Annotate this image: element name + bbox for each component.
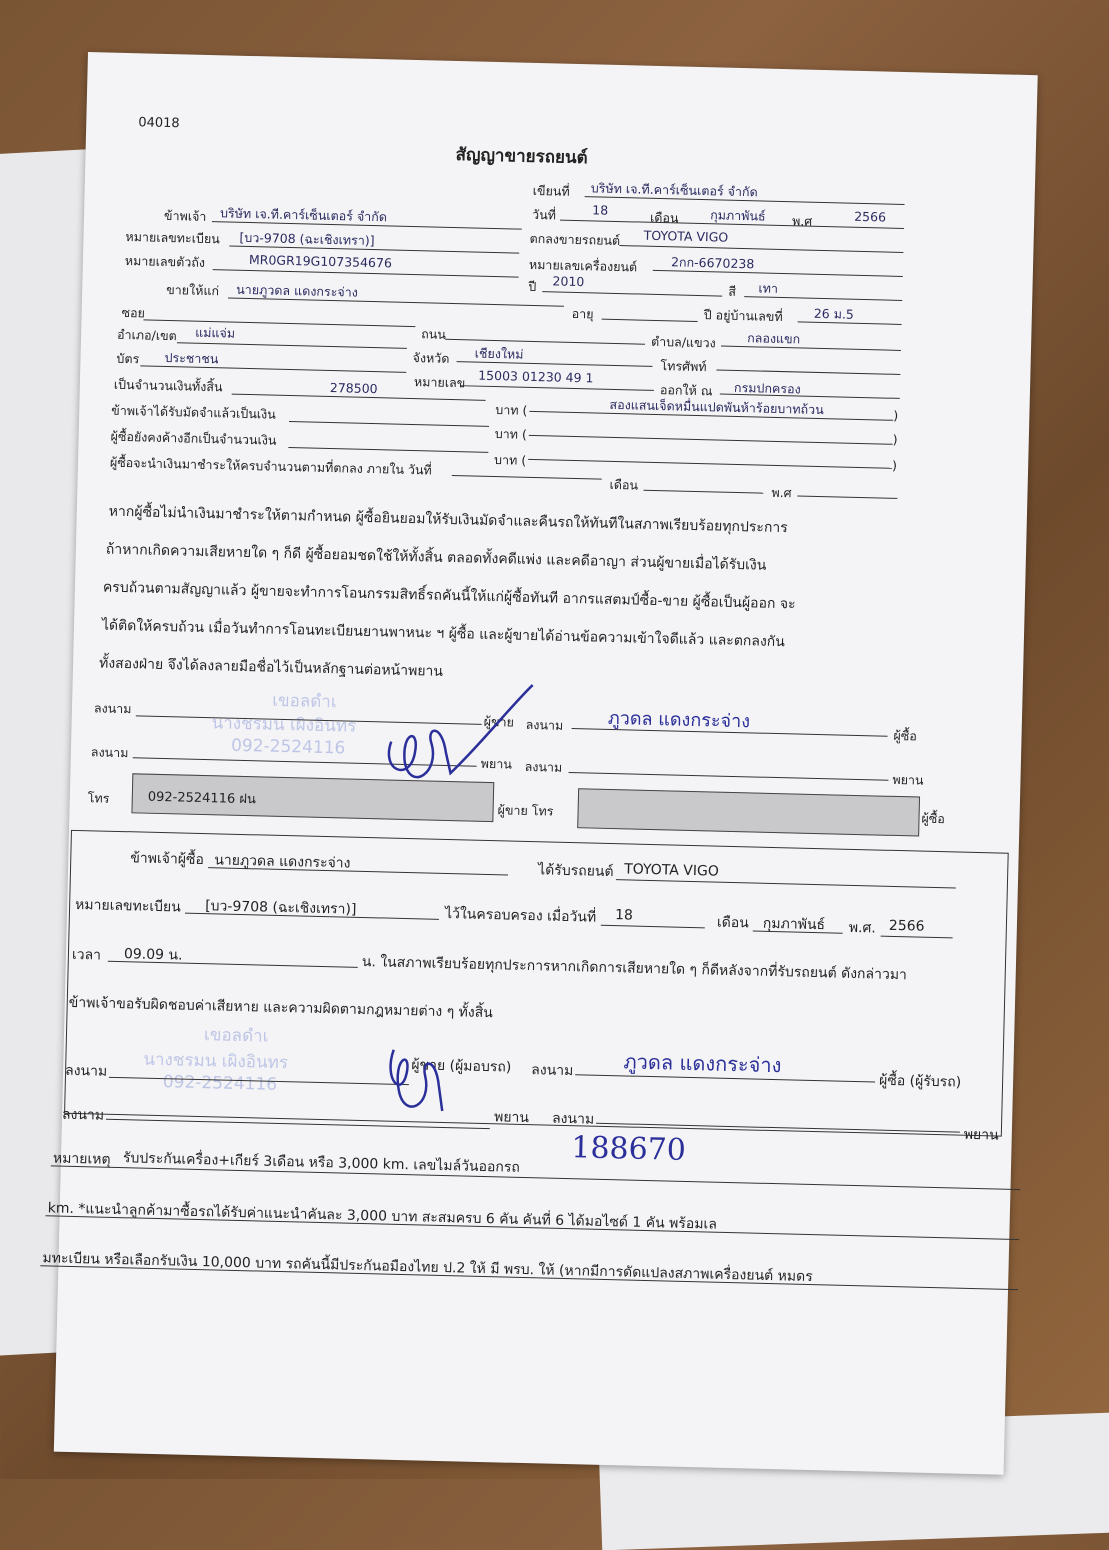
rule xyxy=(602,319,698,322)
time-label: เวลา xyxy=(71,946,102,964)
remaining-label: ผู้ซื้อยังคงค้างอีกเป็นจำนวนเงิน xyxy=(110,428,277,448)
rule xyxy=(528,459,892,469)
rule xyxy=(619,245,903,253)
chassis-value: MR0GR19G107354676 xyxy=(248,251,393,271)
rule xyxy=(529,435,893,445)
terms-line: ได้ติดให้ครบถ้วน เมื่อวันทำการโอนทะเบียนยานพาหนะ ฯ ผู้ซื้อ และผู้ขายได้อ่านข้อความเข้าใจดีแล้ว และตกลงกัน xyxy=(101,617,785,651)
plate-value: [บว-9708 (ฉะเชิงเทรา)] xyxy=(239,229,375,249)
seller-stamp-line: 092-2524116 xyxy=(230,735,346,759)
page-title: สัญญาขายรถยนต์ xyxy=(455,145,588,169)
rule xyxy=(797,495,897,498)
subdistrict-label: ตำบล/แขวง xyxy=(650,333,716,351)
rule xyxy=(143,319,415,327)
receipt-buyer: นายภูวดล แดงกระจ่าง xyxy=(214,852,351,872)
received-value: TOYOTA VIGO xyxy=(623,861,720,880)
terms-line: ครบถ้วนตามสัญญาแล้ว ผู้ขายจะทำการโอนกรรมสิทธิ์รถคันนี้ให้แก่ผู้ซื้อทันที อากรแสตมป์ซื้อ-ขาย ผู้ซื้อเป็นผู้ออก จะ xyxy=(102,579,796,613)
terms-line: หากผู้ซื้อไม่นำเงินมาชำระให้ตามกำหนด ผู้ซื้อยินยอมให้รับเงินมัดจำและคืนรถให้ทันทีในสภาพเรียบร้อยทุกประการ xyxy=(108,503,788,537)
received-label: ได้รับรถยนต์ xyxy=(537,862,614,881)
rule xyxy=(460,385,654,391)
possession-label: ไว้ในครอบครอง เมื่อวันที่ xyxy=(444,905,597,926)
buyer-role: ผู้ซื้อ xyxy=(893,727,918,744)
rule xyxy=(457,361,653,367)
written-at-label: เขียนที่ xyxy=(532,182,570,199)
receipt-witness-role: พยาน xyxy=(963,1126,999,1144)
terms-line: ถ้าหากเกิดความเสียหายใด ๆ ก็ดี ผู้ซื้อยอมชดใช้ให้ทั้งสิ้น ตลอดทั้งคดีแพ่ง และคดีอาญา ส่วนผู้ขายเมื่อได้รับเงิน xyxy=(105,541,767,574)
rule xyxy=(288,447,488,453)
pay-due-month-label: เดือน xyxy=(609,476,639,493)
possession-year: 2566 xyxy=(888,917,925,935)
mileage-handwritten: 188670 xyxy=(570,1130,687,1168)
total-close: ) xyxy=(893,407,899,423)
receipt-witness-role: พยาน xyxy=(493,1109,530,1127)
deposit-close: ) xyxy=(892,431,898,447)
seller-value: บริษัท เจ.ที.คาร์เซ็นเตอร์ จำกัด xyxy=(219,205,388,225)
card-number-label: หมายเลข xyxy=(413,374,466,391)
seller-phone: 092-2524116 ฝน xyxy=(147,789,257,808)
total-baht: บาท ( xyxy=(495,402,528,418)
remarks-line: มทะเบียน หรือเลือกรับเงิน 10,000 บาท รถคันนี้มีประกันอมืองไทย ป.2 ให้ มี พรบ. ให้ (หากมีการดัดแปลงสภาพเครื่องยนต์ หมดร xyxy=(42,1250,813,1286)
seller-signature xyxy=(370,671,543,795)
sign-label: ลงนาม xyxy=(61,1106,105,1124)
chassis-label: หมายเลขตัวถัง xyxy=(124,252,206,270)
rule xyxy=(140,365,406,372)
district-label: อำเภอ/เขต xyxy=(116,326,177,344)
receipt-stamp-line: นางชรมน เผิงอินทร xyxy=(143,1049,289,1074)
color-label: สี xyxy=(728,283,737,299)
house-value: 26 ม.5 xyxy=(813,305,855,322)
seller-label: ข้าพเจ้า xyxy=(163,207,207,224)
rule xyxy=(177,342,407,349)
total-words: สองแสนเจ็ดหมื่นแปดพันห้าร้อยบาทถ้วน xyxy=(609,396,824,418)
issued-value: กรมปกครอง xyxy=(733,379,801,397)
receipt-stamp-line: 092-2524116 xyxy=(162,1072,278,1095)
house-label: ปี อยู่บ้านเลขที่ xyxy=(703,307,783,325)
remarks-line: km. *แนะนำลูกค้ามาซื้อรถได้รับค่าแนะนำคันละ 3,000 บาท สะสมครบ 6 คัน คันที่ 6 ได้มอไซด์ 1 คัน พร้อมเล xyxy=(47,1200,718,1233)
witness-role: พยาน xyxy=(480,755,513,772)
receipt-plate-label: หมายเลขทะเบียน xyxy=(74,896,181,916)
date-year-label: พ.ศ xyxy=(791,213,813,229)
remarks-line: รับประกันเครื่อง+เกียร์ 3เดือน หรือ 3,000 km. เลขไมล์วันออกรถ xyxy=(122,1150,521,1176)
engine-value: 2กก-6670238 xyxy=(670,254,755,272)
total-value: 278500 xyxy=(329,380,378,397)
phone-label: โทร xyxy=(87,790,110,806)
possession-month-label: เดือน xyxy=(716,914,749,932)
soi-label: ซอย xyxy=(121,304,146,321)
rule xyxy=(228,297,564,306)
date-month: กุมภาพันธ์ xyxy=(710,207,766,224)
year-label: ปี xyxy=(528,278,537,295)
receipt-seller-signature xyxy=(362,1009,525,1133)
sign-label: ลงนาม xyxy=(93,700,132,717)
contract-document xyxy=(42,52,1038,1475)
deposit-label: ข้าพเจ้าได้รับมัดจำแล้วเป็นเงิน xyxy=(111,402,276,422)
receipt-plate: [บว-9708 (ฉะเชิงเทรา)] xyxy=(204,898,357,918)
engine-label: หมายเลขเครื่องยนต์ xyxy=(528,256,638,275)
receipt-condition: น. ในสภาพเรียบร้อยทุกประการหากเกิดการเสียหายใด ๆ ก็ดีหลังจากที่รับรถยนต์ ดังกล่าวมา xyxy=(361,953,908,984)
remaining-baht: บาท ( xyxy=(493,452,527,468)
sign-label: ลงนาม xyxy=(90,744,129,761)
issued-label: ออกให้ ณ xyxy=(659,382,713,399)
receipt-buyer-signature: ภูวดล แดงกระจ่าง xyxy=(623,1049,782,1078)
sign-label: ลงนาม xyxy=(525,716,564,733)
rule xyxy=(289,421,489,427)
agreement-value: TOYOTA VIGO xyxy=(643,227,729,245)
rule xyxy=(51,1165,1021,1190)
sign-label: ลงนาม xyxy=(551,1110,595,1128)
rule xyxy=(716,369,900,374)
card-number-value: 15003 01230 49 1 xyxy=(478,367,594,386)
age-label: อายุ xyxy=(571,305,594,322)
remaining-close: ) xyxy=(891,457,898,473)
seller-stamp-line: นางชรมน เผิงอินทร xyxy=(211,713,357,737)
receipt-responsibility: ข้าพเจ้าขอรับผิดชอบค่าเสียหาย และความผิดตามกฎหมายต่าง ๆ ทั้งสิ้น xyxy=(68,994,494,1022)
possession-year-label: พ.ศ. xyxy=(848,919,877,937)
written-at-value: บริษัท เจ.ที.คาร์เซ็นเตอร์ จำกัด xyxy=(590,180,758,200)
sold-to-label: ขายให้แก่ xyxy=(166,281,220,299)
color-value: เทา xyxy=(758,280,779,296)
receipt-buyer-label: ข้าพเจ้าผู้ซื้อ xyxy=(130,850,205,869)
terms-line: ทั้งสองฝ่าย จึงได้ลงลายมือชื่อไว้เป็นหลักฐานต่อหน้าพยาน xyxy=(98,655,444,680)
time-value: 09.09 น. xyxy=(123,946,183,964)
phone-label: โทรศัพท์ xyxy=(660,358,707,375)
province-value: เชียงใหม่ xyxy=(474,345,524,362)
witness-role: พยาน xyxy=(892,771,924,788)
sold-to-value: นายภูวดล แดงกระจ่าง xyxy=(236,281,359,300)
doc-number: 04018 xyxy=(138,115,180,132)
buyer-phone-box xyxy=(577,788,920,836)
rule xyxy=(643,490,763,494)
subdistrict-value: กลองแขก xyxy=(747,330,801,347)
sign-label: ลงนาม xyxy=(64,1062,108,1080)
possession-month: กุมภาพันธ์ xyxy=(762,915,826,934)
date-day-label: วันที่ xyxy=(531,206,557,223)
rule xyxy=(542,291,722,296)
buyer-signature: ภูวดล แดงกระจ่าง xyxy=(607,707,751,733)
seller-phone-role: ผู้ขาย โทร xyxy=(497,802,554,819)
receipt-stamp-line: เขอลดำเ xyxy=(203,1025,269,1047)
province-label: จังหวัด xyxy=(412,350,450,366)
date-month-label: เดือน xyxy=(649,209,679,226)
card-value: ประชาชน xyxy=(164,349,219,367)
year-value: 2010 xyxy=(552,273,585,290)
seller-role: ผู้ขาย xyxy=(483,713,515,730)
receipt-seller-role: ผู้ขาย (ผู้มอบรถ) xyxy=(411,1057,512,1076)
remarks-label: หมายเหตุ xyxy=(52,1150,111,1168)
card-label: บัตร xyxy=(116,350,140,367)
road-label: ถนน xyxy=(421,326,447,342)
total-label: เป็นจำนวนเงินทั้งสิ้น xyxy=(113,376,223,395)
possession-day: 18 xyxy=(614,907,634,924)
rule xyxy=(452,475,602,480)
receipt-buyer-role: ผู้ซื้อ (ผู้รับรถ) xyxy=(878,1072,962,1091)
rule xyxy=(569,772,889,781)
pay-due-label: ผู้ซื้อจะนำเงินมาชำระให้ครบจำนวนตามที่ตกลง ภายใน วันที่ xyxy=(109,454,432,478)
sign-label: ลงนาม xyxy=(531,1062,574,1080)
date-day: 18 xyxy=(592,202,609,218)
plate-label: หมายเลขทะเบียน xyxy=(125,228,221,247)
buyer-phone-role: ผู้ซื้อ xyxy=(921,810,946,827)
sign-label: ลงนาม xyxy=(524,758,563,775)
date-year: 2566 xyxy=(854,208,887,225)
pay-due-year-label: พ.ศ xyxy=(771,484,792,501)
seller-stamp-line: เขอลดำเ xyxy=(271,690,337,713)
rule xyxy=(213,269,519,277)
agreement-label: ตกลงขายรถยนต์ xyxy=(529,230,621,249)
district-value: แม่แจ่ม xyxy=(195,324,236,341)
rule xyxy=(721,346,901,351)
rule xyxy=(653,270,903,277)
deposit-baht: บาท ( xyxy=(494,426,528,442)
